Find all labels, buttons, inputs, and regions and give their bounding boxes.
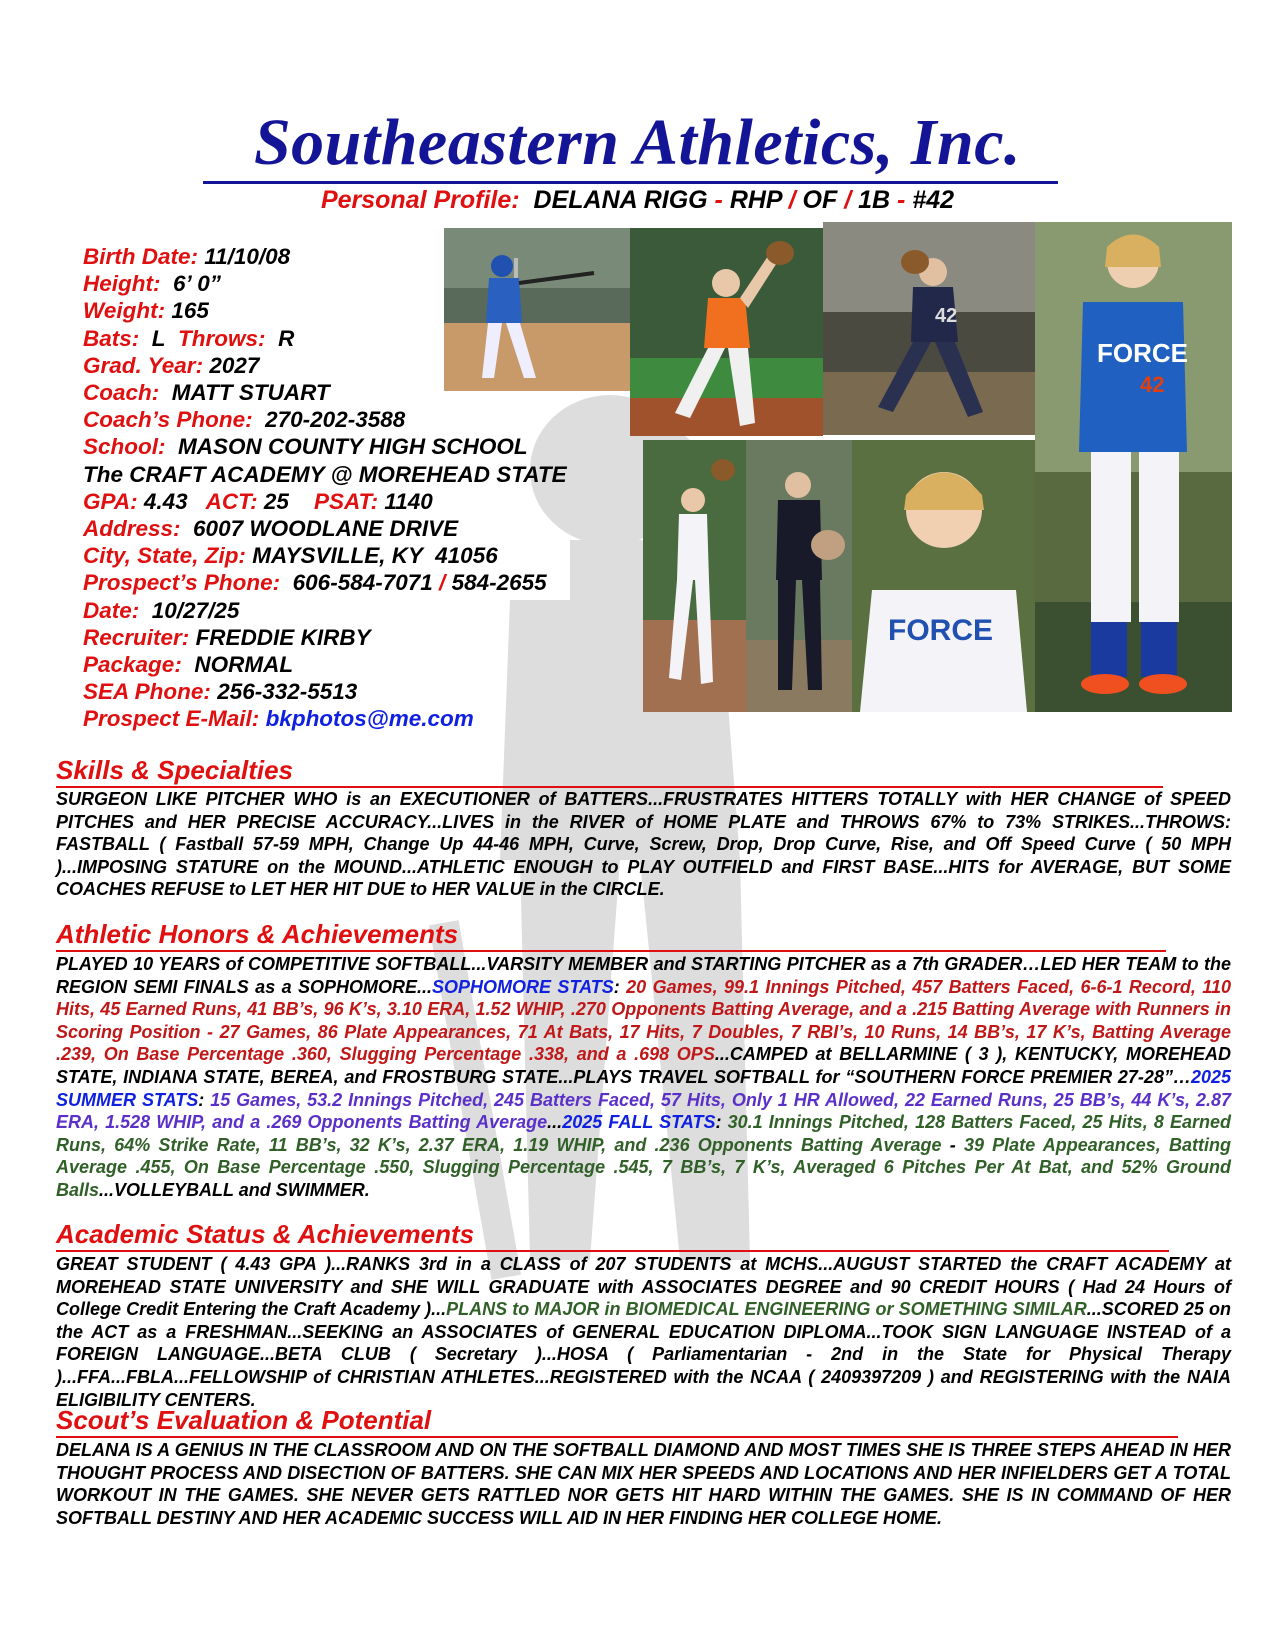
label: Bats: xyxy=(83,325,140,351)
sophomore-stats-label: SOPHOMORE STATS xyxy=(432,976,614,997)
city-row xyxy=(83,542,643,569)
label: Weight: xyxy=(83,298,166,324)
value: 6007 WOODLANE DRIVE xyxy=(193,516,459,542)
label: Coach: xyxy=(83,380,160,406)
label: School: xyxy=(83,434,166,460)
value: 6’ 0” xyxy=(173,271,221,297)
value: 10/27/25 xyxy=(151,597,240,623)
value: NORMAL xyxy=(194,652,294,678)
value: MASON COUNTY HIGH SCHOOL xyxy=(178,434,528,460)
school2-row: The CRAFT ACADEMY @ MOREHEAD STATE xyxy=(83,461,567,487)
colon: : xyxy=(715,1112,722,1133)
value: 2027 xyxy=(209,352,260,378)
photo-pitching-orange xyxy=(630,228,823,436)
jersey-number-text: 42 xyxy=(1140,372,1165,397)
value: MATT STUART xyxy=(171,380,330,406)
photo-pitching-white xyxy=(643,440,746,712)
prospect-phone-row xyxy=(83,569,643,596)
skills-title: Skills & Specialties xyxy=(56,755,294,785)
fall-stats: 30.1 Innings Pitched, 128 Batters Faced, 25 Hits, 8 Earned Runs, 64% Strike Rate, 11 BB’s, 32 K’s, 2.37 ERA, 1.19 WHIP, and .236 Opponents Batting Average xyxy=(56,1112,1231,1155)
separator: - xyxy=(714,186,723,214)
address-row xyxy=(83,515,643,542)
label: Package: xyxy=(83,652,182,678)
academic-title: Academic Status & Achievements xyxy=(56,1219,475,1249)
label: Birth Date: xyxy=(83,244,199,269)
scout-text: DELANA IS A GENIUS IN THE CLASSROOM AND ON THE SOFTBALL DIAMOND AND MOST TIMES SHE IS THREE STEPS AHEAD IN HER THOUGHT PROCESS AND DISECTION OF BATTERS. SHE CAN MIX HER SPEEDS AND LOCATIONS AND HER INFIELDERS GET A TOTAL WORKOUT IN THE GAMES. SHE NEVER GETS RATTLED NOR GETS HIT HARD WITHIN THE GAMES. SHE IS IN COMMAND OF HER SOFTBALL DESTINY AND HER ACADEMIC SUCCESS WILL AID IN HER FINDING HER COLLEGE HOME. xyxy=(56,1440,1231,1528)
profile-prefix: Personal Profile: xyxy=(320,186,520,214)
value: 606-584-7071 xyxy=(292,570,433,596)
photo-glove-navy xyxy=(746,440,852,712)
academic-major: PLANS to MAJOR in BIOMEDICAL ENGINEERING or SOMETHING SIMILAR xyxy=(446,1299,1087,1320)
jersey-text: FORCE xyxy=(888,614,993,647)
athletic-rule xyxy=(56,950,1166,952)
academic-text xyxy=(56,1253,1231,1411)
fall-stats-label: 2025 FALL STATS xyxy=(562,1112,716,1133)
position-1b: 1B xyxy=(858,186,891,214)
label: Date: xyxy=(83,597,140,623)
fall-batting-stats: 39 Plate Appearances, Batting Average .455, On Base Percentage .550, Slugging Percentage .545, 7 BB’s, 7 K’s, Averaged 6 Pitches Per At Bat, and 52% Ground Balls xyxy=(56,1134,1231,1200)
company-title: Southeastern Athletics, Inc. xyxy=(253,106,1022,179)
value: 4.43 xyxy=(143,488,188,514)
jersey-text: FORCE xyxy=(1097,338,1188,368)
label: Grad. Year: xyxy=(83,352,204,378)
email-link[interactable]: bkphotos@me.com xyxy=(265,706,474,732)
school-row xyxy=(83,433,643,460)
photo-batting xyxy=(444,228,630,391)
personal-profile-line xyxy=(0,186,1275,215)
label: Prospect’s Phone: xyxy=(83,570,281,596)
colon: : xyxy=(198,1089,205,1110)
label: PSAT: xyxy=(313,488,379,514)
label: Prospect E-Mail: xyxy=(83,706,260,732)
coach-phone-row xyxy=(83,406,643,433)
colon: : xyxy=(613,976,620,997)
position-of: OF xyxy=(802,186,838,214)
jersey-number: #42 xyxy=(912,186,955,214)
value: 11/10/08 xyxy=(204,244,291,269)
position-rhp: RHP xyxy=(729,186,782,214)
summer-stats: 15 Games, 53.2 Innings Pitched, 245 Batters Faced, 57 Hits, Only 1 HR Allowed, 22 Earned Runs, 25 BB’s, 44 K’s, 2.87 ERA, 1.528 WHIP, and a .269 Opponents Batting Average xyxy=(56,1089,1232,1133)
athletic-title: Athletic Honors & Achievements xyxy=(56,919,459,949)
label: Recruiter: xyxy=(83,624,190,650)
scout-title: Scout’s Evaluation & Potential xyxy=(56,1405,432,1435)
photo-pitching-navy xyxy=(823,222,1035,435)
label: GPA: xyxy=(83,488,138,514)
value: 256-332-5513 xyxy=(217,679,358,705)
label: Height: xyxy=(83,271,161,297)
separator: / xyxy=(788,186,796,214)
value: 584-2655 xyxy=(451,570,547,596)
athletic-camps: ...CAMPED at BELLARMINE ( 3 ), KENTUCKY, MOREHEAD STATE, INDIANA STATE, BEREA, and FROSTBURG STATE...PLAYS TRAVEL SOFTBALL for “SOUTHERN FORCE PREMIER 27-28”… xyxy=(56,1044,1231,1087)
value: 25 xyxy=(263,488,289,514)
label: Throws: xyxy=(178,325,266,351)
photo-standing-force xyxy=(1035,222,1232,712)
label: ACT: xyxy=(205,488,258,514)
academic-details: ...SCORED 25 on the ACT as a FRESHMAN...SEEKING an ASSOCIATES of GENERAL EDUCATION DIPLOMA...TOOK SIGN LANGUAGE INSTEAD of a FOREIGN LANGUAGE...BETA CLUB ( Secretary )...HOSA ( Parliamentarian - 2nd in the State for Physical Therapy )...FFA...FBLA...FELLOWSHIP of CHRISTIAN ATHLETES...REGISTERED with the NCAA ( 2409397209 ) and REGISTERING with the NAIA ELIGIBILITY CENTERS. xyxy=(56,1299,1231,1410)
title-underline xyxy=(203,181,1058,184)
label: SEA Phone: xyxy=(83,679,211,705)
label: Coach’s Phone: xyxy=(83,407,253,433)
player-name: DELANA RIGG xyxy=(533,186,708,214)
date-row xyxy=(83,597,643,624)
separator: - xyxy=(897,186,906,214)
separator: - xyxy=(941,1134,964,1155)
label: City, State, Zip: xyxy=(83,543,246,569)
package-row xyxy=(83,651,643,678)
summer-stats-label: 2025 SUMMER STATS xyxy=(56,1066,1231,1110)
athletic-other-sports: ...VOLLEYBALL and SWIMMER. xyxy=(99,1179,370,1200)
academic-rule xyxy=(56,1250,1169,1252)
photo-portrait-force xyxy=(852,440,1035,712)
value: FREDDIE KIRBY xyxy=(195,624,371,650)
email-row xyxy=(83,705,643,732)
value: R xyxy=(278,325,295,351)
skills-text: SURGEON LIKE PITCHER WHO is an EXECUTIONER of BATTERS...FRUSTRATES HITTERS TOTALLY with HER CHANGE of SPEED PITCHES and HER PRECISE ACCURACY...LIVES in the RIVER of HOME PLATE and THROWS 67% to 73% STRIKES...THROWS: FASTBALL ( Fastball 57-59 MPH, Change Up 44-46 MPH, Curve, Screw, Drop, Drop Curve, Rise, and Off Speed Curve ( 50 MPH )...IMPOSING STATURE on the MOUND...ATHLETIC ENOUGH to PLAY OUTFIELD and FIRST BASE...HITS for AVERAGE, BUT SOME COACHES REFUSE to LET HER HIT DUE to HER VALUE in the CIRCLE. xyxy=(56,789,1231,900)
sea-phone-row xyxy=(83,678,643,705)
value: 270-202-3588 xyxy=(265,407,406,433)
value: 165 xyxy=(171,298,209,324)
jersey-number-text: 42 xyxy=(935,305,958,327)
academic-intro: GREAT STUDENT ( 4.43 GPA )...RANKS 3rd in a CLASS of 207 STUDENTS at MCHS...AUGUST STARTED the CRAFT ACADEMY at MOREHEAD STATE UNIVERSITY and SHE WILL GRADUATE with ASSOCIATES DEGREE and 90 CREDIT HOURS ( Had 24 Hours of College Credit Entering the Craft Academy )... xyxy=(56,1254,1231,1320)
sophomore-stats: 20 Games, 99.1 Innings Pitched, 457 Batters Faced, 6-6-1 Record, 110 Hits, 45 Earned Runs, 41 BB’s, 96 K’s, 3.10 ERA, 1.52 WHIP, .270 Opponents Batting Average, and a .215 Batting Average with Runners in Scoring Position - 27 Games, 86 Plate Appearances, 71 At Bats, 17 Hits, 7 Doubles, 7 RBI’s, 10 Runs, 14 BB’s, 17 K’s, Batting Average .239, On Base Percentage .360, Slugging Percentage .338, and a .698 OPS xyxy=(56,976,1231,1065)
scores-row xyxy=(83,488,643,515)
separator: / xyxy=(439,570,446,596)
separator: / xyxy=(844,186,852,214)
value: L xyxy=(151,325,166,351)
value: MAYSVILLE, KY 41056 xyxy=(252,543,498,569)
athletic-text xyxy=(56,953,1231,1202)
scout-rule xyxy=(56,1436,1178,1438)
label: Address: xyxy=(83,516,181,542)
value: 1140 xyxy=(384,488,433,514)
recruiter-row xyxy=(83,624,643,651)
ellipsis: ... xyxy=(547,1112,563,1133)
athletic-intro: PLAYED 10 YEARS of COMPETITIVE SOFTBALL...VARSITY MEMBER and STARTING PITCHER as a 7th GRADER…LED HER TEAM to the REGION SEMI FINALS as a SOPHOMORE... xyxy=(56,954,1231,997)
